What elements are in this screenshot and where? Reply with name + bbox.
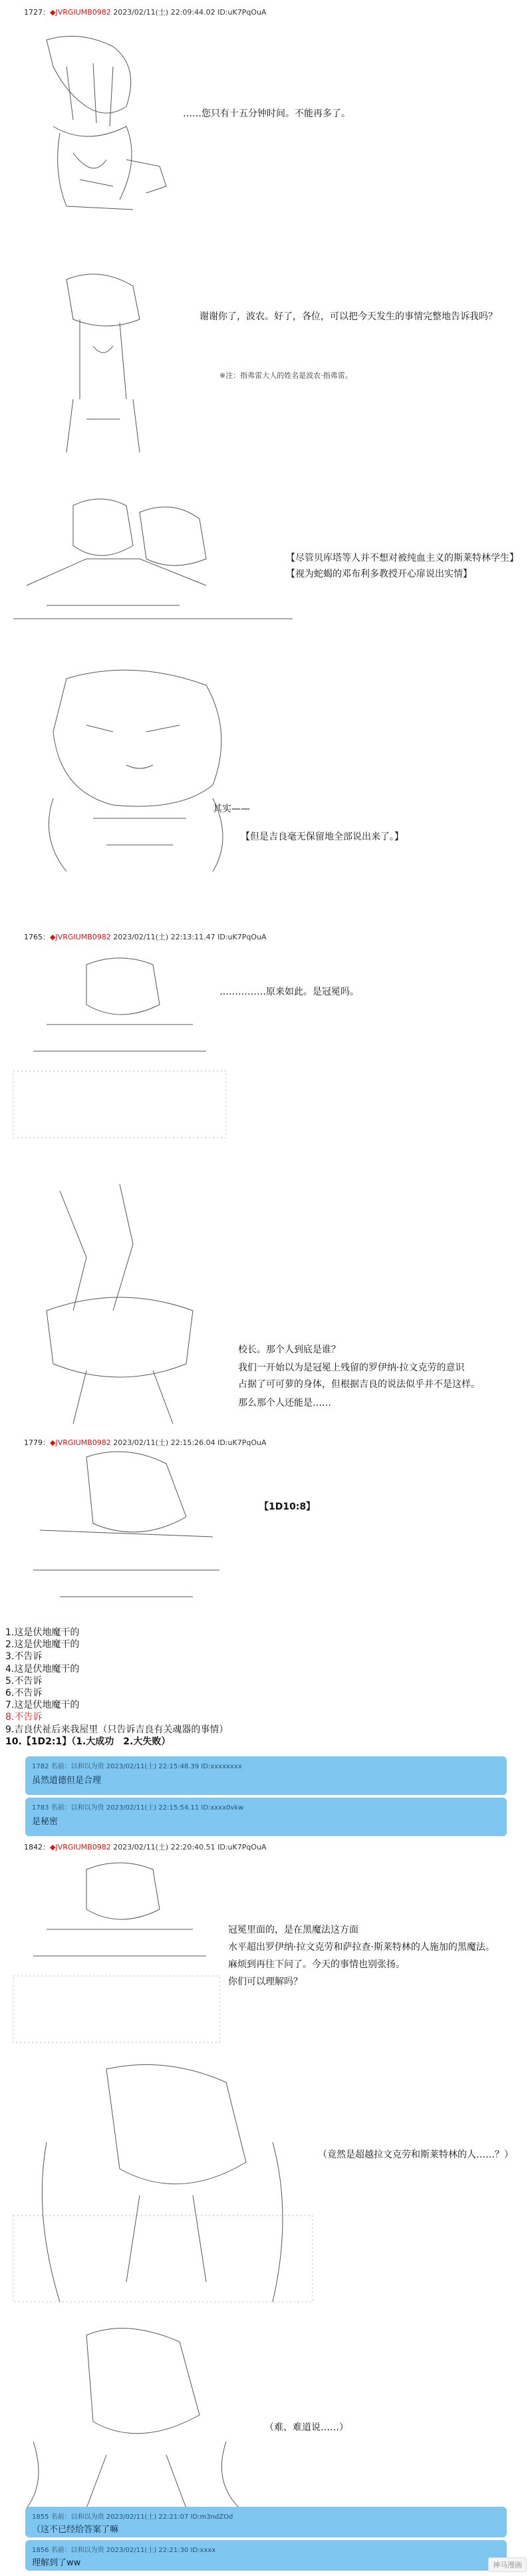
- poster-name[interactable]: JVRGIUMB0982: [55, 1843, 111, 1852]
- trip-mark: ◆: [50, 8, 56, 17]
- post-date: 2023/02/11(土) 22:13:11.47 ID:uK7PqOuA: [113, 933, 267, 941]
- reply-bubble: [25, 2540, 507, 2571]
- reply-meta: 1856 名前：以和以为贵 2023/02/11(土) 22:21:30 ID:xxxx: [32, 2547, 216, 2554]
- option-item: 4.这是伏地魔干的: [5, 1663, 80, 1675]
- post-date: 2023/02/11(土) 22:20:40.51 ID:uK7PqOuA: [113, 1843, 267, 1852]
- poster-name[interactable]: JVRGIUMB0982: [55, 1438, 111, 1447]
- option-item: 5.不告诉: [5, 1675, 43, 1687]
- post-header: 1765：◆JVRGIUMB0982 2023/02/11(土) 22:13:11.47 ID:uK7PqOuA: [24, 933, 267, 941]
- option-item: 2.这是伏地魔干的: [5, 1639, 80, 1651]
- post-number: 1727: [24, 8, 43, 17]
- ascii-art-group: [7, 492, 299, 625]
- dialog-line: ……………原来如此。是冠冕吗。: [219, 987, 359, 997]
- option-item: 1.这是伏地魔干的: [5, 1627, 80, 1638]
- dialog-line: 麻烦到再往下问了。今天的事情也别张扬。: [228, 1959, 405, 1970]
- reply-text: 理解到了ww: [32, 2558, 81, 2568]
- poster-name[interactable]: JVRGIUMB0982: [55, 933, 111, 941]
- option-item: 10.【1D2:1】（1.大成功 2.大失败）: [5, 1736, 171, 1747]
- post-header: 1779：◆JVRGIUMB0982 2023/02/11(土) 22:15:26.04 ID:uK7PqOuA: [24, 1438, 267, 1447]
- narration-line: 【但是吉良毫无保留地全部说出来了。】: [241, 832, 404, 842]
- trip-mark: ◆: [50, 1843, 56, 1852]
- ascii-art-figure-5: [20, 1178, 239, 1430]
- dialog-line: 你们可以理解吗？: [228, 1977, 303, 1987]
- reply-text: 是秘密: [32, 1817, 59, 1827]
- trip-mark: ◆: [50, 1438, 56, 1447]
- dialog-line: 那么那个人还能是……: [238, 1398, 331, 1408]
- option-item: 6.不告诉: [5, 1687, 43, 1698]
- trip-mark: ◆: [50, 933, 56, 941]
- dialog-line: ……您只有十五分钟时间。不能再多了。: [183, 108, 350, 119]
- inner-monologue: （竟然是超越拉文克劳和斯莱特林的人……？）: [318, 2150, 513, 2160]
- dice-result: 【1D10:8】: [259, 1502, 316, 1512]
- inner-monologue: （难、难道说……）: [265, 2422, 348, 2433]
- reply-meta: 1855 名前：以和以为贵 2023/02/11(土) 22:21:07 ID:m3ndZOd: [32, 2513, 233, 2521]
- option-item-selected: 8.不告诉: [5, 1712, 43, 1723]
- dialog-line: 占据了可可萝的身体，但根据吉良的说法似乎并不是这样。: [238, 1379, 480, 1390]
- translator-note: ※注：指弗雷大人的姓名是波农·指弗雷。: [219, 371, 352, 380]
- poster-name[interactable]: JVRGIUMB0982: [55, 8, 111, 17]
- dialog-line: 谢谢你了，波农。好了，各位，可以把今天发生的事情完整地告诉我吗？: [200, 311, 497, 322]
- reply-meta: 1782 名前：以和以为贵 2023/02/11(土) 22:15:48.39 ID:xxxxxxxx: [32, 1763, 242, 1770]
- reply-bubble: [25, 1798, 507, 1836]
- reply-text: （这不已经给答案了嘛: [32, 2525, 119, 2535]
- option-item: 3.不告诉: [5, 1651, 43, 1663]
- post-header: 1842：◆JVRGIUMB0982 2023/02/11(土) 22:20:40.51 ID:uK7PqOuA: [24, 1843, 267, 1852]
- option-item: 9.吉良伏祉后来我屋里（只告诉吉良有关魂器的事情）: [5, 1724, 229, 1735]
- post-date: 2023/02/11(土) 22:15:26.04 ID:uK7PqOuA: [113, 1438, 267, 1447]
- ascii-art-figure-7: [7, 1856, 226, 2049]
- post-number: 1842: [24, 1843, 43, 1852]
- dialog-line: 冠冕里面的，是在黑魔法这方面: [228, 1925, 358, 1935]
- ascii-art-figure-1: [27, 27, 186, 226]
- dialog-line: 我们一开始以为是冠冕上残留的罗伊纳·拉文克劳的意识: [238, 1363, 465, 1373]
- ascii-art-figure-8: [7, 2062, 319, 2309]
- option-list: [5, 1627, 228, 1748]
- dialog-line: 校长。那个人到底是谁？: [238, 1345, 340, 1355]
- ascii-art-figure-6: [20, 1450, 233, 1610]
- option-item: 7.这是伏地魔干的: [5, 1700, 80, 1711]
- ascii-art-figure-9: [7, 2322, 259, 2515]
- reply-meta: 1783 名前：以和以为贵 2023/02/11(土) 22:15:54.11 ID:xxxx0vkw: [32, 1804, 244, 1812]
- reply-bubble: [25, 1756, 507, 1795]
- ascii-art-figure-3: [13, 665, 266, 878]
- watermark-badge: 神马漫画: [488, 2557, 527, 2572]
- ascii-art-figure-4: [7, 951, 233, 1151]
- narration-line: 【视为蛇蝎的邓布利多教授开心扉说出实情】: [286, 569, 472, 579]
- ascii-art-figure-2: [40, 266, 173, 459]
- reply-bubble: [25, 2507, 507, 2537]
- post-date: 2023/02/11(土) 22:09:44.02 ID:uK7PqOuA: [113, 8, 267, 17]
- post-header: 1727：◆JVRGIUMB0982 2023/02/11(土) 22:09:44.02 ID:uK7PqOuA: [24, 8, 267, 17]
- reply-text: 虽然道德但是合理: [32, 1776, 102, 1786]
- dialog-line: 其实——: [213, 804, 250, 814]
- post-number: 1765: [24, 933, 43, 941]
- narration-line: 【尽管贝库塔等人并不想对被纯血主义的斯莱特林学生】: [286, 553, 519, 564]
- dialog-line: 水平超出罗伊纳·拉文克劳和萨拉查·斯莱特林的人施加的黑魔法。: [228, 1942, 495, 1953]
- post-number: 1779: [24, 1438, 43, 1447]
